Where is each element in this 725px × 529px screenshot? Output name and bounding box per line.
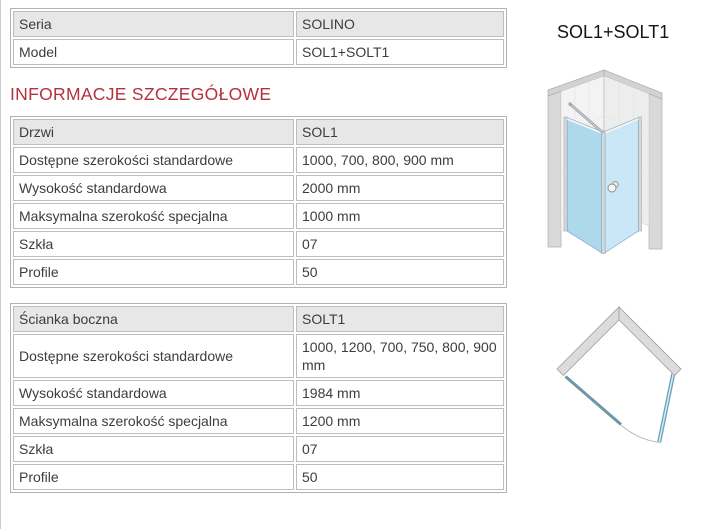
spec-label-cell: Dostępne szerokości standardowe [13,334,294,378]
spec-value-cell: 1984 mm [296,380,504,406]
table-row [13,203,504,229]
right-wall-pillar [649,94,662,249]
left-wall-profile [564,117,567,231]
table-header-row [13,119,504,145]
spec-value-cell: 07 [296,231,504,257]
top-view-door-edge [658,374,672,442]
top-view-left-wall [557,307,619,375]
spec-label-cell: Ścianka boczna [13,306,294,332]
spec-value-cell: 1200 mm [296,408,504,434]
spec-value-cell: 1000, 1200, 700, 750, 800, 900 mm [296,334,504,378]
spec-label-cell: Model [13,39,294,65]
spec-label-cell: Szkła [13,436,294,462]
table-row [13,175,504,201]
spec-label-cell: Maksymalna szerokość specjalna [13,408,294,434]
table-row [13,39,504,65]
spec-value-cell: 50 [296,259,504,285]
top-view-right-wall [619,307,681,375]
spec-label-cell: Wysokość standardowa [13,380,294,406]
spec-value-cell: 1000, 700, 800, 900 mm [296,147,504,173]
page-left-edge [0,0,1,529]
left-wall-pillar [548,91,561,247]
table-header-row [13,306,504,332]
spec-label-cell: Seria [13,11,294,37]
spec-value-cell: SOLT1 [296,306,504,332]
spec-label-cell: Maksymalna szerokość specjalna [13,203,294,229]
side-panel-glass [567,119,602,254]
table-row [13,408,504,434]
spec-label-cell: Drzwi [13,119,294,145]
spec-label-cell: Profile [13,464,294,490]
spec-value-cell: SOL1+SOLT1 [296,39,504,65]
side-panel-spec-table [10,303,507,493]
top-view-side-panel [566,377,622,425]
door-swing-arc [621,425,661,443]
table-row [13,231,504,257]
enclosure-3d-diagram [543,60,713,270]
summary-table [10,8,507,68]
table-row [13,380,504,406]
spec-value-cell: 2000 mm [296,175,504,201]
spec-label-cell: Szkła [13,231,294,257]
door-spec-table [10,116,507,288]
spec-label-cell: Dostępne szerokości standardowe [13,147,294,173]
table-row [13,436,504,462]
spec-value-cell: 1000 mm [296,203,504,229]
section-title: INFORMACJE SZCZEGÓŁOWE [10,84,272,104]
top-view-door-edge [661,374,675,442]
diagram-title: SOL1+SOLT1 [557,22,670,42]
right-wall-profile [638,117,641,231]
table-row [13,11,504,37]
table-row [13,259,504,285]
spec-value-cell: 50 [296,464,504,490]
table-row [13,334,504,378]
spec-label-cell: Wysokość standardowa [13,175,294,201]
handle-knob-icon [608,184,616,192]
table-row [13,147,504,173]
spec-value-cell: 07 [296,436,504,462]
spec-value-cell: SOLINO [296,11,504,37]
table-row [13,464,504,490]
spec-value-cell: SOL1 [296,119,504,145]
support-bar-bracket [569,103,572,106]
spec-label-cell: Profile [13,259,294,285]
enclosure-top-view-diagram [545,295,705,460]
center-corner-profile [602,131,605,254]
